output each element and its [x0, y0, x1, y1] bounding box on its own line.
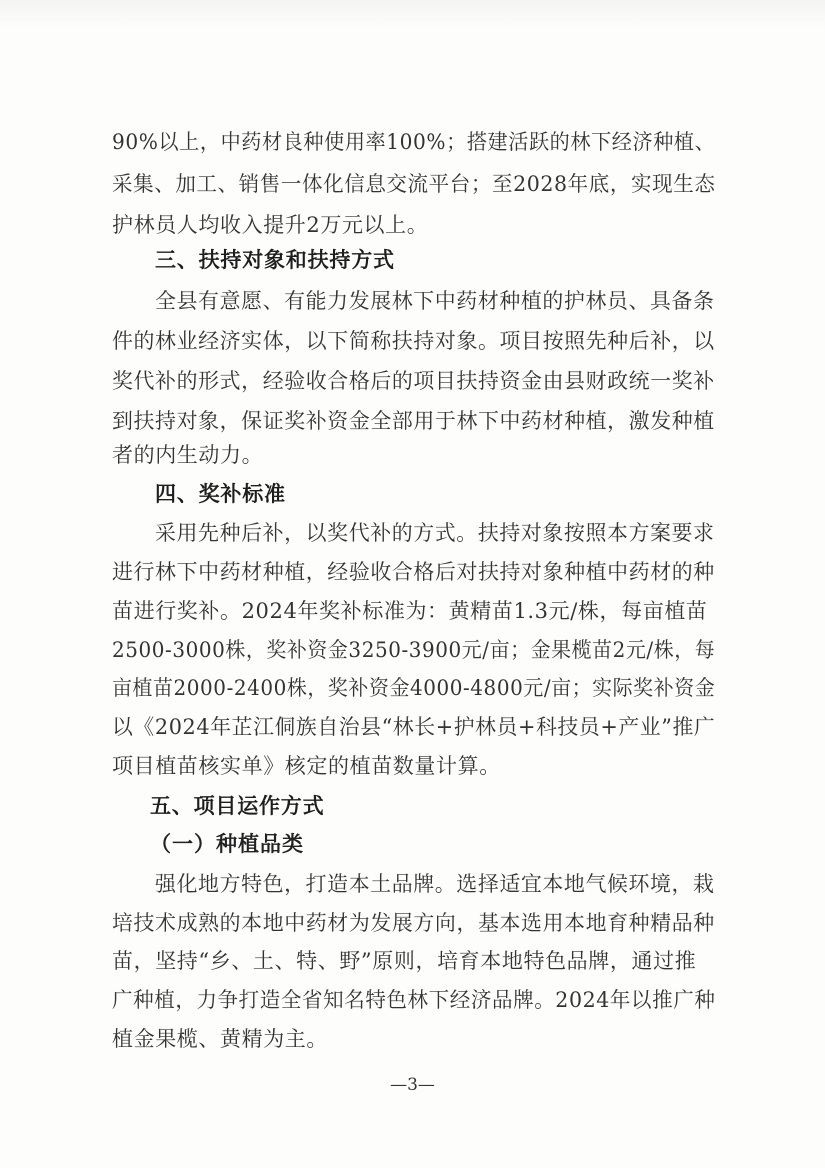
- section-heading-4: 四、奖补标准: [155, 482, 286, 506]
- body-text-line: 苗进行奖补。2024年奖补标准为：黄精苗1.3元/株，每亩植苗: [112, 599, 708, 623]
- scan-edge: [0, 0, 825, 28]
- body-text-line: 护林员人均收入提升2万元以上。: [112, 213, 429, 237]
- section-heading-5: 五、项目运作方式: [150, 794, 325, 818]
- body-text-line: 奖代补的形式，经验收合格后的项目扶持资金由县财政统一奖补: [112, 369, 715, 393]
- body-text-line: 项目植苗核实单》核定的植苗数量计算。: [112, 754, 501, 778]
- body-text-line: 强化地方特色，打造本土品牌。选择适宜本地气候环境，栽: [155, 872, 715, 896]
- body-text-line: 2500-3000株，奖补资金3250-3900元/亩；金果榄苗2元/株，每: [112, 638, 716, 662]
- body-text-line: 广种植，力争打造全省知名特色林下经济品牌。2024年以推广种: [112, 988, 716, 1012]
- body-text-line: 全县有意愿、有能力发展林下中药材种植的护林员、具备条: [155, 289, 715, 313]
- body-text-line: 苗，坚持“乡、土、特、野”原则，培育本地特色品牌，通过推: [112, 949, 697, 973]
- body-text-line: 者的内生动力。: [112, 443, 264, 467]
- subsection-heading-1: （一）种植品类: [150, 831, 304, 856]
- section-heading-3: 三、扶持对象和扶持方式: [155, 248, 395, 272]
- body-text-line: 采用先种后补，以奖代补的方式。扶持对象按照本方案要求: [155, 521, 715, 545]
- body-text-line: 90%以上，中药材良种使用率100%；搭建活跃的林下经济种植、: [112, 130, 716, 154]
- page-number: —3—: [390, 1075, 435, 1095]
- body-text-line: 培技术成熟的本地中药材为发展方向，基本选用本地育种精品种: [112, 911, 715, 935]
- body-text-line: 到扶持对象，保证奖补资金全部用于林下中药材种植，激发种植: [112, 409, 715, 433]
- body-text-line: 植金果榄、黄精为主。: [112, 1027, 328, 1051]
- body-text-line: 进行林下中药材种植，经验收合格后对扶持对象种植中药材的种: [112, 560, 715, 584]
- body-text-line: 以《2024年芷江侗族自治县“林长+护林员+科技员+产业”推广: [112, 715, 716, 739]
- body-text-line: 采集、加工、销售一体化信息交流平台；至2028年底，实现生态: [112, 172, 716, 196]
- body-text-line: 件的林业经济实体，以下简称扶持对象。项目按照先种后补，以: [112, 329, 715, 353]
- body-text-line: 亩植苗2000-2400株，奖补资金4000-4800元/亩；实际奖补资金: [112, 676, 716, 700]
